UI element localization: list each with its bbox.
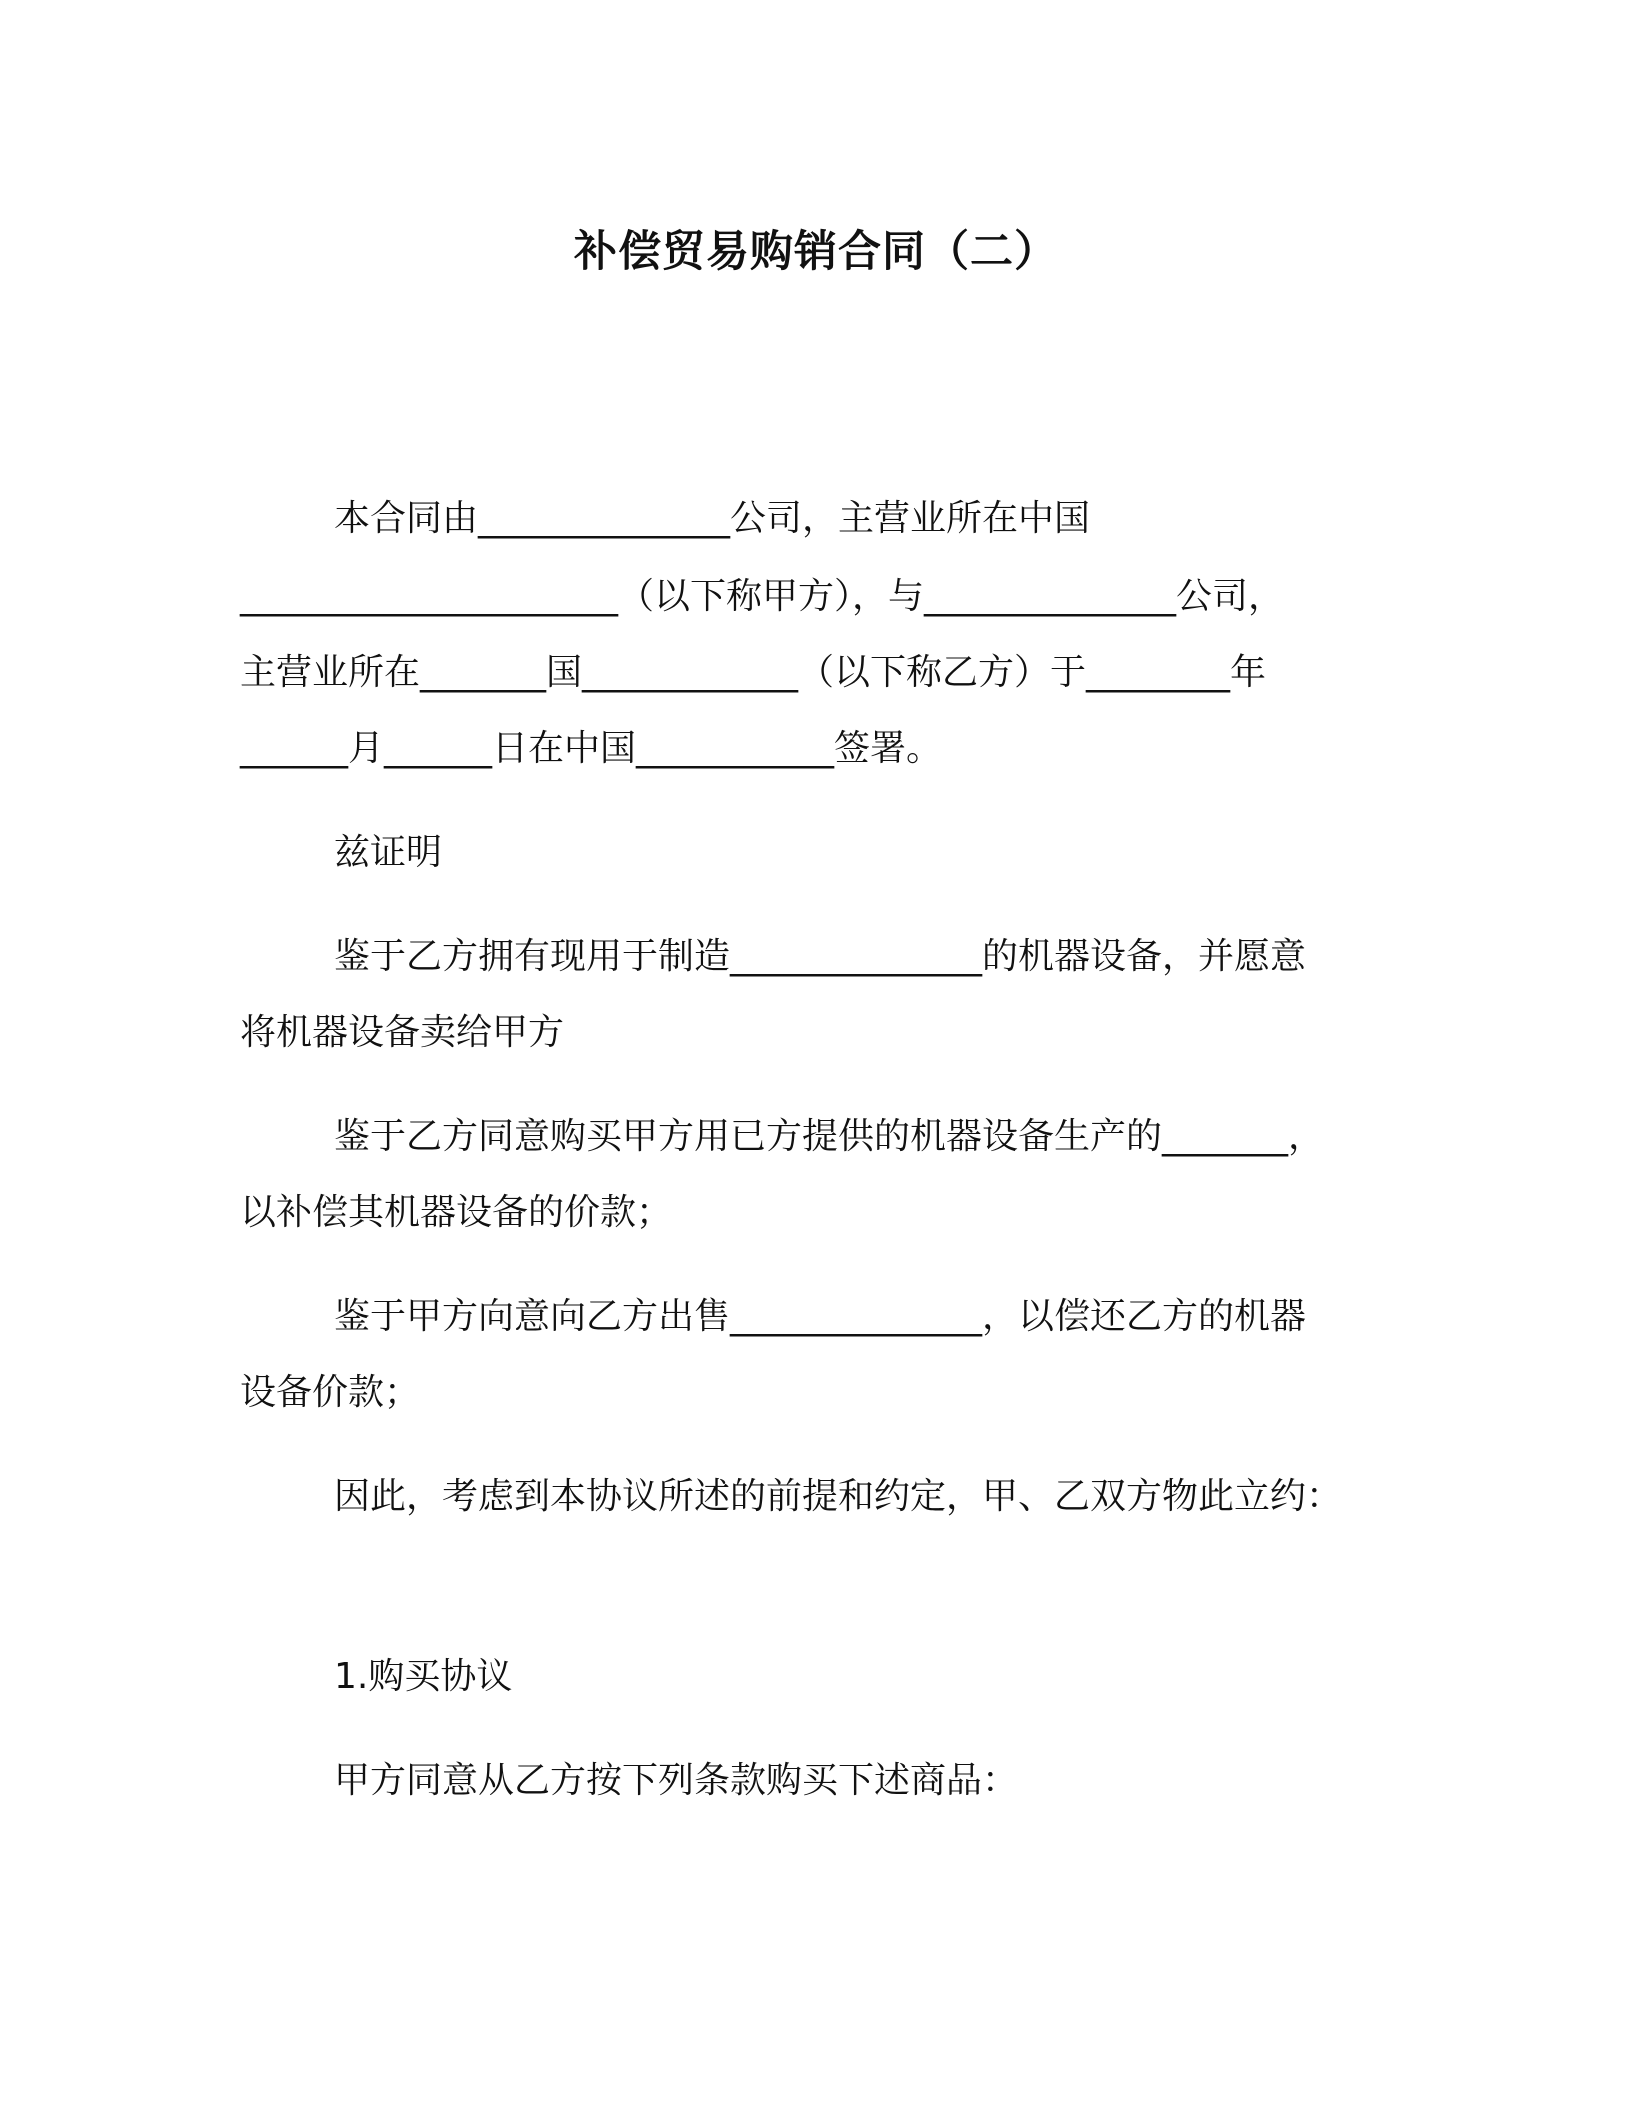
paragraph-line: 主营业所在_______国____________（以下称乙方）于________年: [240, 652, 1267, 693]
paragraph-line: ______月______日在中国___________签署。: [240, 728, 943, 769]
paragraph-line: _____________________（以下称甲方），与______________公司，: [240, 576, 1285, 617]
paragraph-line: 甲方同意从乙方按下列条款购买下述商品：: [334, 1760, 1019, 1801]
paragraph-line: 将机器设备卖给甲方: [240, 1012, 565, 1053]
paragraph-line: 以补偿其机器设备的价款；: [240, 1192, 673, 1233]
paragraph-line: 鉴于甲方向意向乙方出售______________，以偿还乙方的机器: [334, 1296, 1307, 1337]
section-heading: 1.购买协议: [334, 1656, 513, 1697]
document-title: 补偿贸易购销合同（二）: [574, 227, 1058, 277]
paragraph-line: 鉴于乙方同意购买甲方用已方提供的机器设备生产的_______，: [334, 1116, 1325, 1157]
paragraph-line: 本合同由______________公司，主营业所在中国: [334, 498, 1091, 539]
paragraph-line: 因此，考虑到本协议所述的前提和约定，甲、乙双方物此立约：: [334, 1476, 1343, 1517]
paragraph-line: 兹证明: [334, 832, 443, 873]
paragraph-line: 鉴于乙方拥有现用于制造______________的机器设备，并愿意: [334, 936, 1307, 977]
paragraph-line: 设备价款；: [240, 1372, 421, 1413]
